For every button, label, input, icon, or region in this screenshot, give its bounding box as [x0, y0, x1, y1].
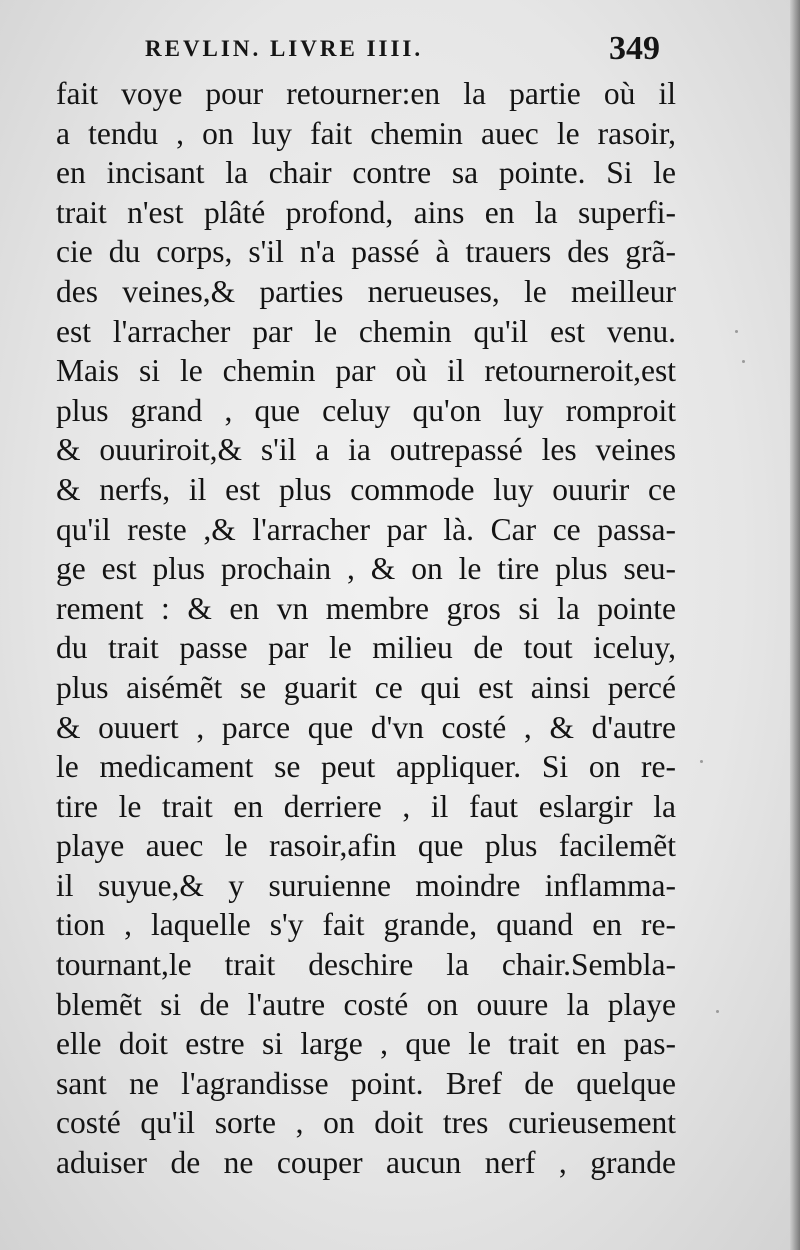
text-line: fait voye pour retourner:en la partie où il [56, 76, 676, 111]
text-line: tire le trait en derriere , il faut eslargir la [56, 788, 676, 824]
text-line: & ouuert , parce que d'vn costé , & d'autre [56, 709, 676, 745]
text-line: tournant,le trait deschire la chair.Sembla- [56, 947, 676, 983]
paper-speck [700, 760, 703, 763]
paper-speck [742, 360, 745, 363]
text-line: elle doit estre si large , que le trait en pas- [56, 1026, 676, 1062]
body-text [56, 74, 676, 1183]
text-line: des veines,& parties nerueuses, le meilleur [56, 273, 676, 309]
text-line: plus aisémẽt se guarit ce qui est ainsi percé [56, 669, 676, 705]
text-line: qu'il reste ,& l'arracher par là. Car ce passa- [56, 511, 676, 547]
text-line: le medicament se peut appliquer. Si on re- [56, 749, 676, 785]
text-line: est l'arracher par le chemin qu'il est venu. [56, 313, 676, 349]
text-line: cie du corps, s'il n'a passé à trauers des grã- [56, 234, 676, 270]
text-line: & nerfs, il est plus commode luy ouurir ce [56, 471, 676, 507]
text-line: sant ne l'agrandisse point. Bref de quelque [56, 1065, 676, 1101]
text-line: du trait passe par le milieu de tout iceluy, [56, 630, 676, 666]
text-line: il suyue,& y suruienne moindre inflamma- [56, 867, 676, 903]
text-line: en incisant la chair contre sa pointe. Si le [56, 155, 676, 191]
text-line: aduiser de ne couper aucun nerf , grande [56, 1145, 676, 1181]
text-line: ge est plus prochain , & on le tire plus seu- [56, 551, 676, 587]
text-line: trait n'est plâté profond, ains en la superfi- [56, 194, 676, 230]
text-line: & ouuriroit,& s'il a ia outrepassé les veines [56, 432, 676, 468]
running-head [60, 30, 670, 70]
text-line: a tendu , on luy fait chemin auec le rasoir, [56, 115, 676, 151]
paper-speck [735, 330, 738, 333]
text-line: plus grand , que celuy qu'on luy romproit [56, 392, 676, 428]
text-line: costé qu'il sorte , on doit tres curieusement [56, 1105, 676, 1141]
text-line: rement : & en vn membre gros si la pointe [56, 590, 676, 626]
running-title: REVLIN. LIVRE IIII. [145, 36, 424, 61]
text-line: playe auec le rasoir,afin que plus facilemẽt [56, 828, 676, 864]
text-line: tion , laquelle s'y fait grande, quand en re- [56, 907, 676, 943]
page-number: 349 [609, 30, 660, 67]
text-line: Mais si le chemin par où il retourneroit,est [56, 353, 676, 389]
page-edge-shadow [790, 0, 800, 1250]
paper-speck [716, 1010, 719, 1013]
text-line: blemẽt si de l'autre costé on ouure la playe [56, 986, 676, 1022]
